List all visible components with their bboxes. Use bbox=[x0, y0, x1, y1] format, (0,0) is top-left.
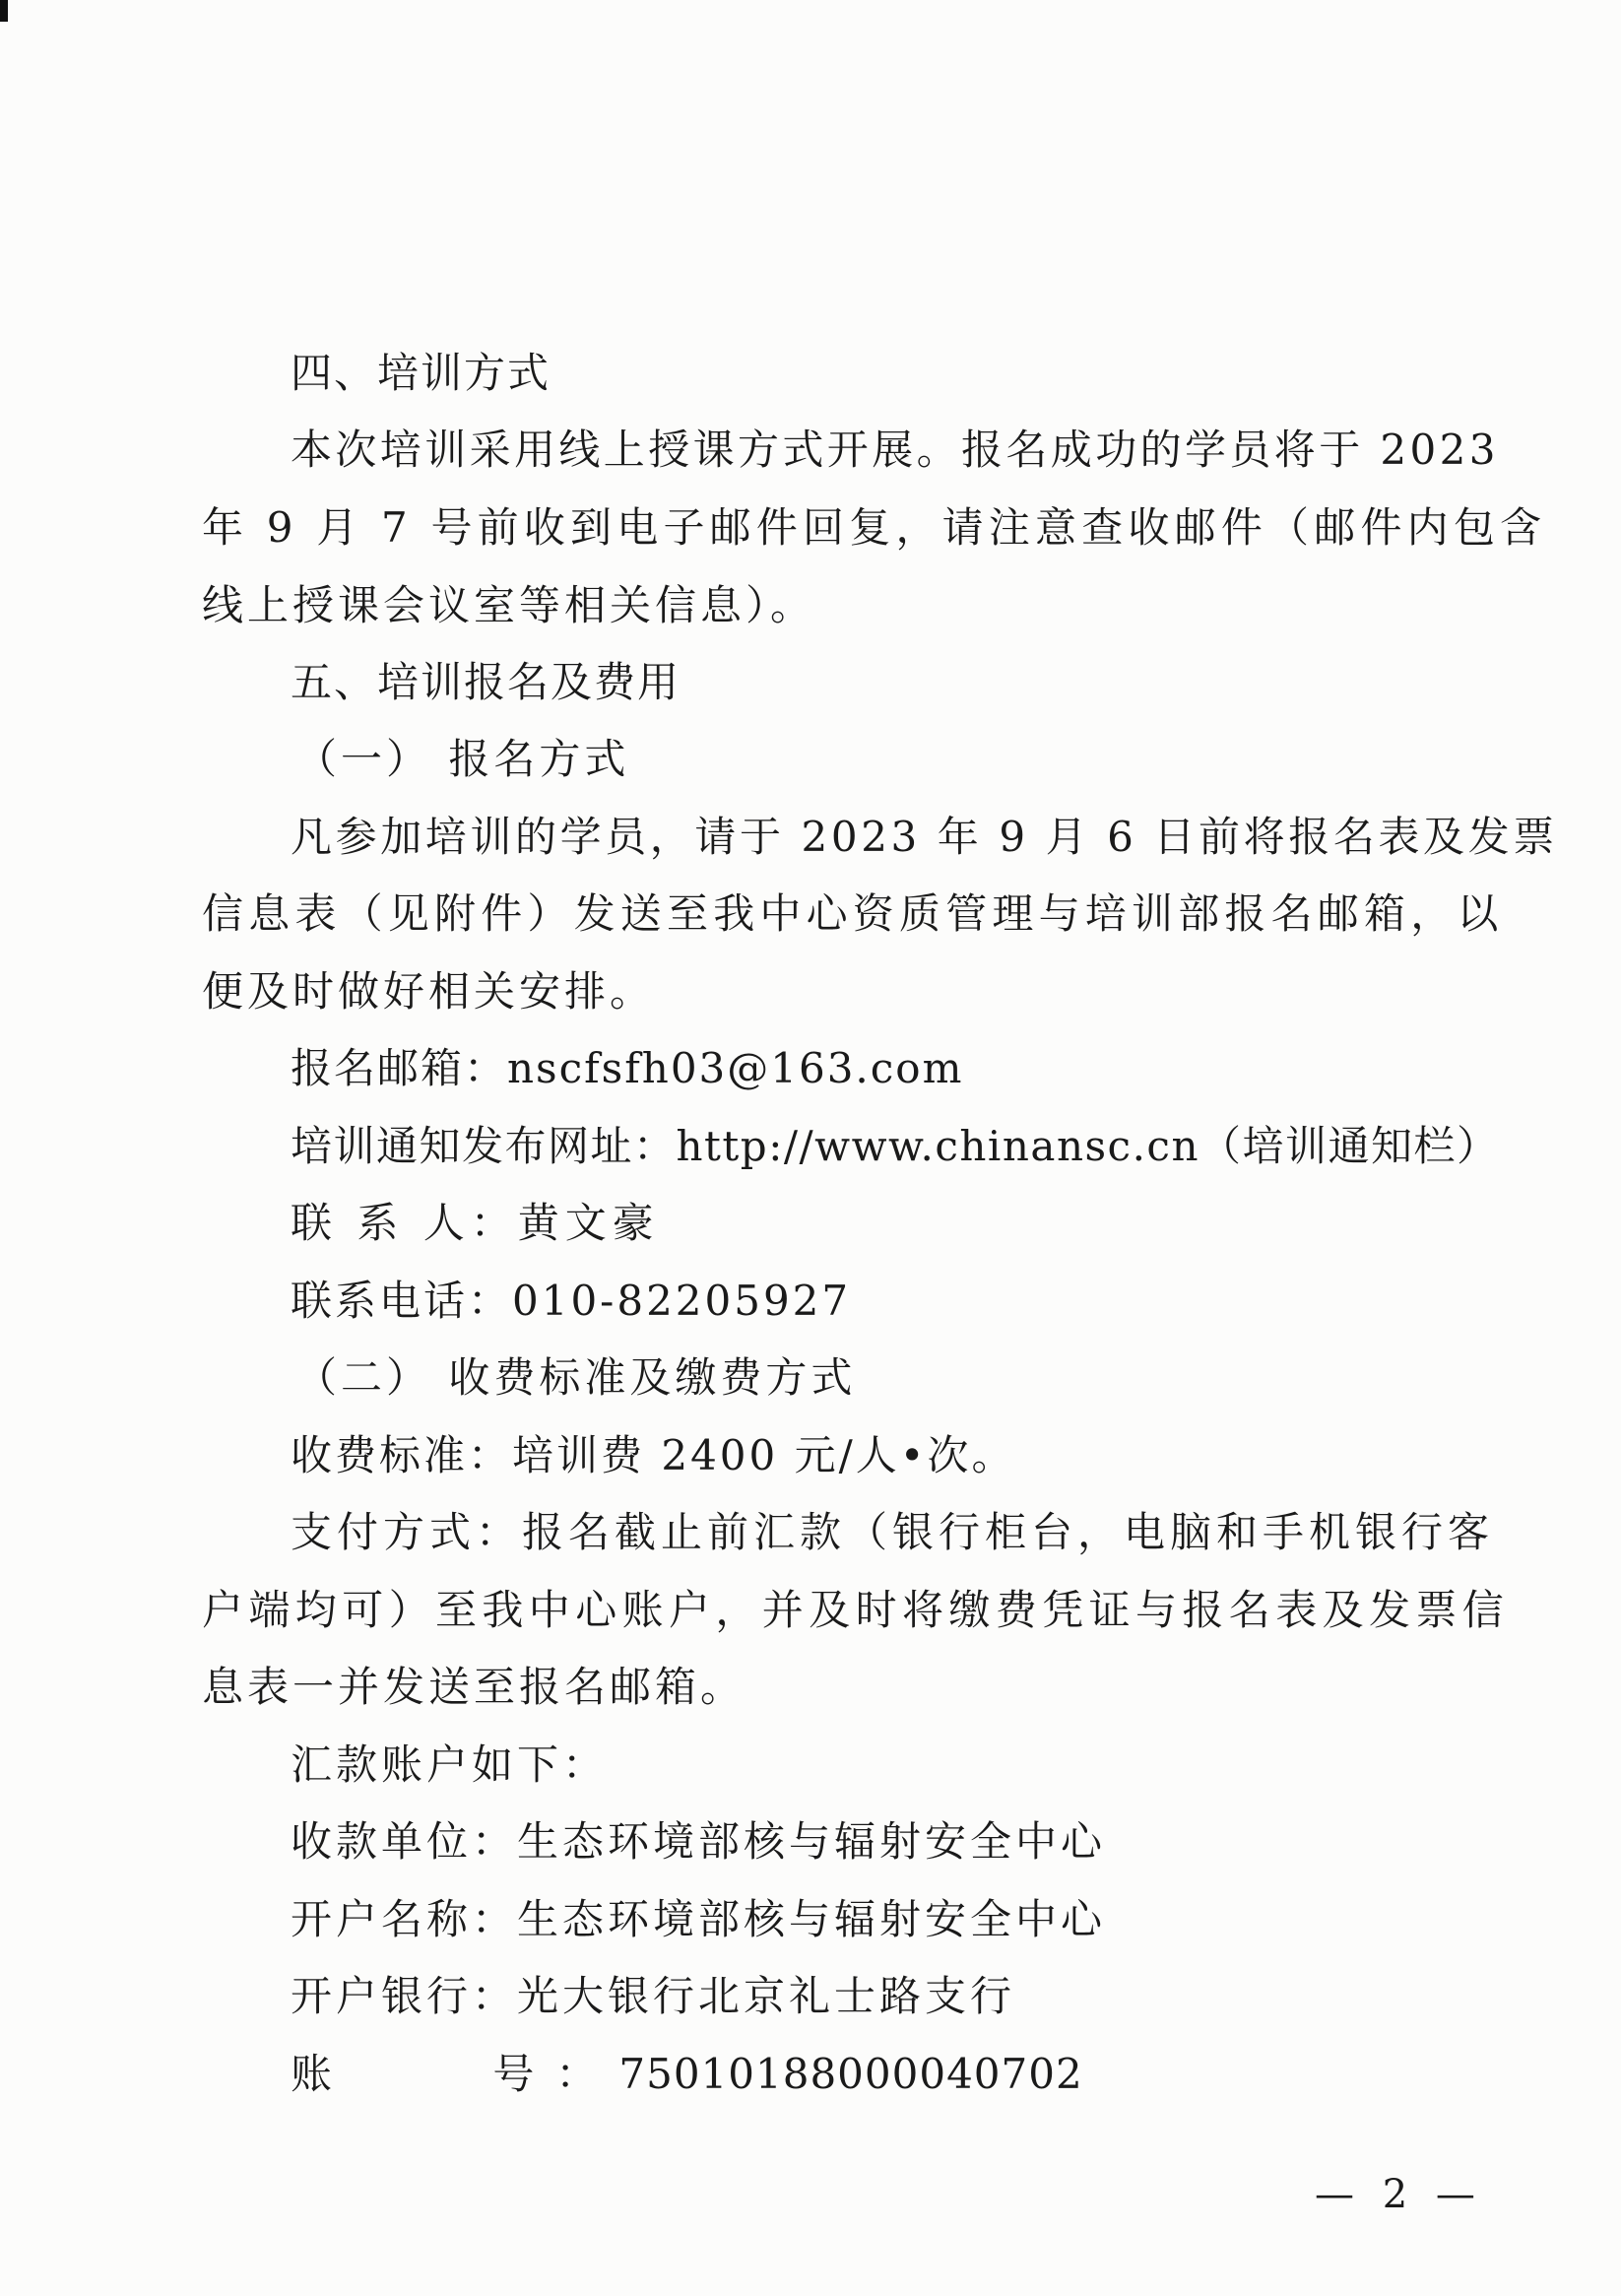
contact-person: 联 系 人：黄文豪 bbox=[291, 1199, 660, 1247]
paragraph-line: 本次培训采用线上授课方式开展。报名成功的学员将于 2023 bbox=[291, 426, 1499, 474]
section-heading-registration: 五、培训报名及费用 bbox=[291, 658, 681, 706]
payee: 收款单位：生态环境部核与辐射安全中心 bbox=[291, 1817, 1107, 1866]
section-heading-training-method: 四、培训方式 bbox=[291, 349, 551, 397]
bank-name: 开户银行：光大银行北京礼士路支行 bbox=[291, 1972, 1016, 2020]
payment-method-line: 支付方式：报名截止前汇款（银行柜台，电脑和手机银行客 bbox=[291, 1508, 1495, 1556]
account-name: 开户名称：生态环境部核与辐射安全中心 bbox=[291, 1895, 1107, 1943]
paragraph-line: 年 9 月 7 号前收到电子邮件回复，请注意查收邮件（邮件内包含 bbox=[202, 503, 1547, 552]
account-number-label: 账 号： bbox=[291, 2050, 619, 2098]
paragraph-line: 信息表（见附件）发送至我中心资质管理与培训部报名邮箱，以 bbox=[202, 889, 1504, 938]
training-notice-website: 培训通知发布网址：http://www.chinansc.cn（培训通知栏） bbox=[291, 1122, 1500, 1170]
account-number-row bbox=[291, 2050, 1083, 2098]
account-intro: 汇款账户如下： bbox=[291, 1740, 609, 1789]
paragraph-line: 便及时做好相关安排。 bbox=[202, 967, 656, 1016]
paragraph-line: 凡参加培训的学员，请于 2023 年 9 月 6 日前将报名表及发票 bbox=[291, 813, 1558, 861]
registration-email: 报名邮箱：nscfsfh03@163.com bbox=[291, 1044, 964, 1092]
page-number: — 2 — bbox=[1315, 2172, 1483, 2217]
payment-method-line: 户端均可）至我中心账户，并及时将缴费凭证与报名表及发票信 bbox=[202, 1586, 1510, 1634]
account-number: 75010188000040702 bbox=[618, 2050, 1083, 2098]
contact-phone: 联系电话：010-82205927 bbox=[291, 1277, 852, 1325]
fee-standard: 收费标准：培训费 2400 元/人•次。 bbox=[291, 1431, 1016, 1479]
subsection-title-fees: （二） 收费标准及缴费方式 bbox=[295, 1353, 857, 1402]
subsection-title-registration-method: （一） 报名方式 bbox=[295, 735, 630, 783]
paragraph-line: 线上授课会议室等相关信息）。 bbox=[202, 581, 816, 629]
payment-method-line: 息表一并发送至报名邮箱。 bbox=[202, 1663, 746, 1711]
scan-corner-mark bbox=[0, 0, 8, 22]
